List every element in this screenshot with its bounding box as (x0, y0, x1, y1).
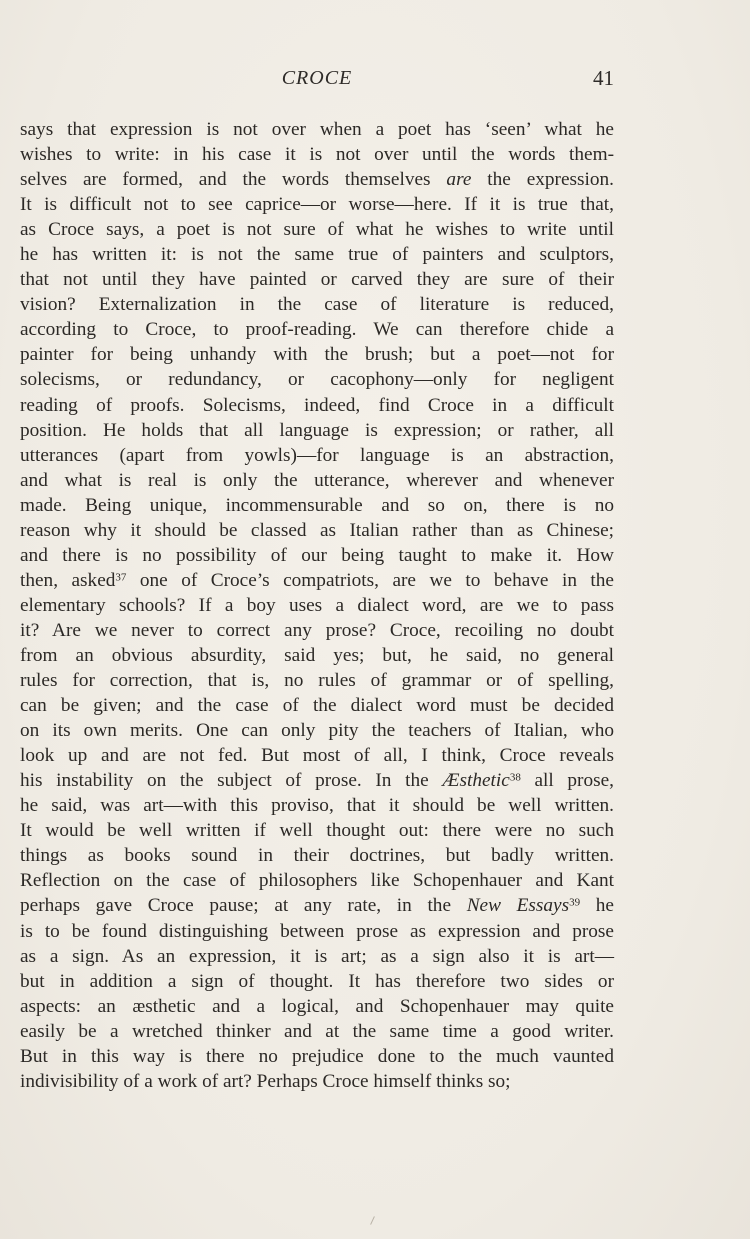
text-line: elementary schools? If a boy uses a dialect word, are we to pass (20, 594, 614, 616)
page-number: 41 (593, 66, 614, 90)
emphasis-new-essays: New Essays (466, 895, 570, 917)
text-line: says that expression is not over when a poet has ‘seen’ what he (20, 119, 614, 140)
text-line: it? Are we never to correct any prose? Croce, recoiling no doubt (20, 619, 614, 641)
text-line: according to Croce, to proof-reading. We can therefore chide a (20, 319, 614, 341)
text-line: reading of proofs. Solecisms, indeed, find Croce in a difficult (20, 394, 614, 416)
text-line: but in addition a sign of thought. It has therefore two sides or (20, 970, 614, 992)
text-line: made. Being unique, incommensurable and so on, there is no (20, 494, 614, 516)
text-line: his instability on the subject of prose. In the Æsthetic$^{38}$ all prose, (20, 770, 614, 792)
text-line: and there is no possibility of our being taught to make it. How (20, 544, 614, 566)
text-line: he has written it: is not the same true of painters and sculptors, (20, 244, 614, 266)
text-line: rules for correction, that is, no rules of grammar or of spelling, (20, 670, 614, 692)
emphasis-are: are (446, 169, 472, 191)
text-line: position. He holds that all language is expression; or rather, all (20, 419, 614, 441)
text-line: easily be a wretched thinker and at the same time a good writer. (20, 1020, 614, 1042)
text-line: can be given; and the case of the dialect word must be decided (20, 695, 614, 717)
text-line: utterances (apart from yowls)—for language is an abstraction, (20, 444, 614, 466)
body-text (20, 117, 614, 1094)
paper-mark (370, 1216, 375, 1225)
footnote-ref-39[interactable]: 39 (569, 896, 581, 909)
text-line: is to be found distinguishing between prose as expression and prose (20, 920, 614, 942)
text-line: But in this way is there no prejudice done to the much vaunted (20, 1045, 614, 1067)
text-line: solecisms, or redundancy, or cacophony—only for negligent (20, 369, 614, 391)
text-line: Reflection on the case of philosophers like Schopenhauer and Kant (20, 870, 614, 892)
footnote-ref-37[interactable]: 37 (115, 571, 127, 584)
text-line: that not until they have painted or carved they are sure of their (20, 269, 614, 291)
text-line: selves are formed, and the words themselves are the expression. (20, 169, 614, 191)
text-line: as a sign. As an expression, it is art; as a sign also it is art— (20, 945, 614, 967)
running-title: CROCE (281, 67, 353, 89)
text-line: things as books sound in their doctrines, but badly written. (20, 845, 614, 867)
text-line: on its own merits. One can only pity the teachers of Italian, who (20, 720, 614, 742)
text-line: It would be well written if well thought out: there were no such (20, 820, 614, 842)
text-line: as Croce says, a poet is not sure of what he wishes to write until (20, 219, 614, 241)
text-line: vision? Externalization in the case of literature is reduced, (20, 294, 614, 316)
text-line: perhaps gave Croce pause; at any rate, in the New Essays$^{39}$ he (20, 895, 614, 917)
footnote-ref-38[interactable]: 38 (509, 771, 521, 784)
text-line: he said, was art—with this proviso, that it should be well written. (20, 795, 614, 817)
text-line: from an obvious absurdity, said yes; but, he said, no general (20, 644, 614, 666)
text-line: and what is real is only the utterance, wherever and whenever (20, 469, 614, 491)
text-line: aspects: an æsthetic and a logical, and Schopenhauer may quite (20, 995, 614, 1017)
text-line: painter for being unhandy with the brush; but a poet—not for (20, 344, 614, 366)
text-line: look up and are not fed. But most of all, I think, Croce reveals (20, 745, 614, 767)
text-line: wishes to write: in his case it is not over until the words them- (20, 144, 614, 166)
text-line: It is difficult not to see caprice—or worse—here. If it is true that, (20, 194, 614, 216)
page-header (20, 62, 614, 96)
text-line: then, asked$^{37}$ one of Croce’s compatriots, are we to behave in the (20, 569, 614, 591)
text-line: reason why it should be classed as Italian rather than as Chinese; (20, 519, 614, 541)
text-line: indivisibility of a work of art? Perhaps Croce himself thinks so; (20, 1070, 511, 1092)
emphasis-aesthetic: Æsthetic (442, 770, 510, 792)
